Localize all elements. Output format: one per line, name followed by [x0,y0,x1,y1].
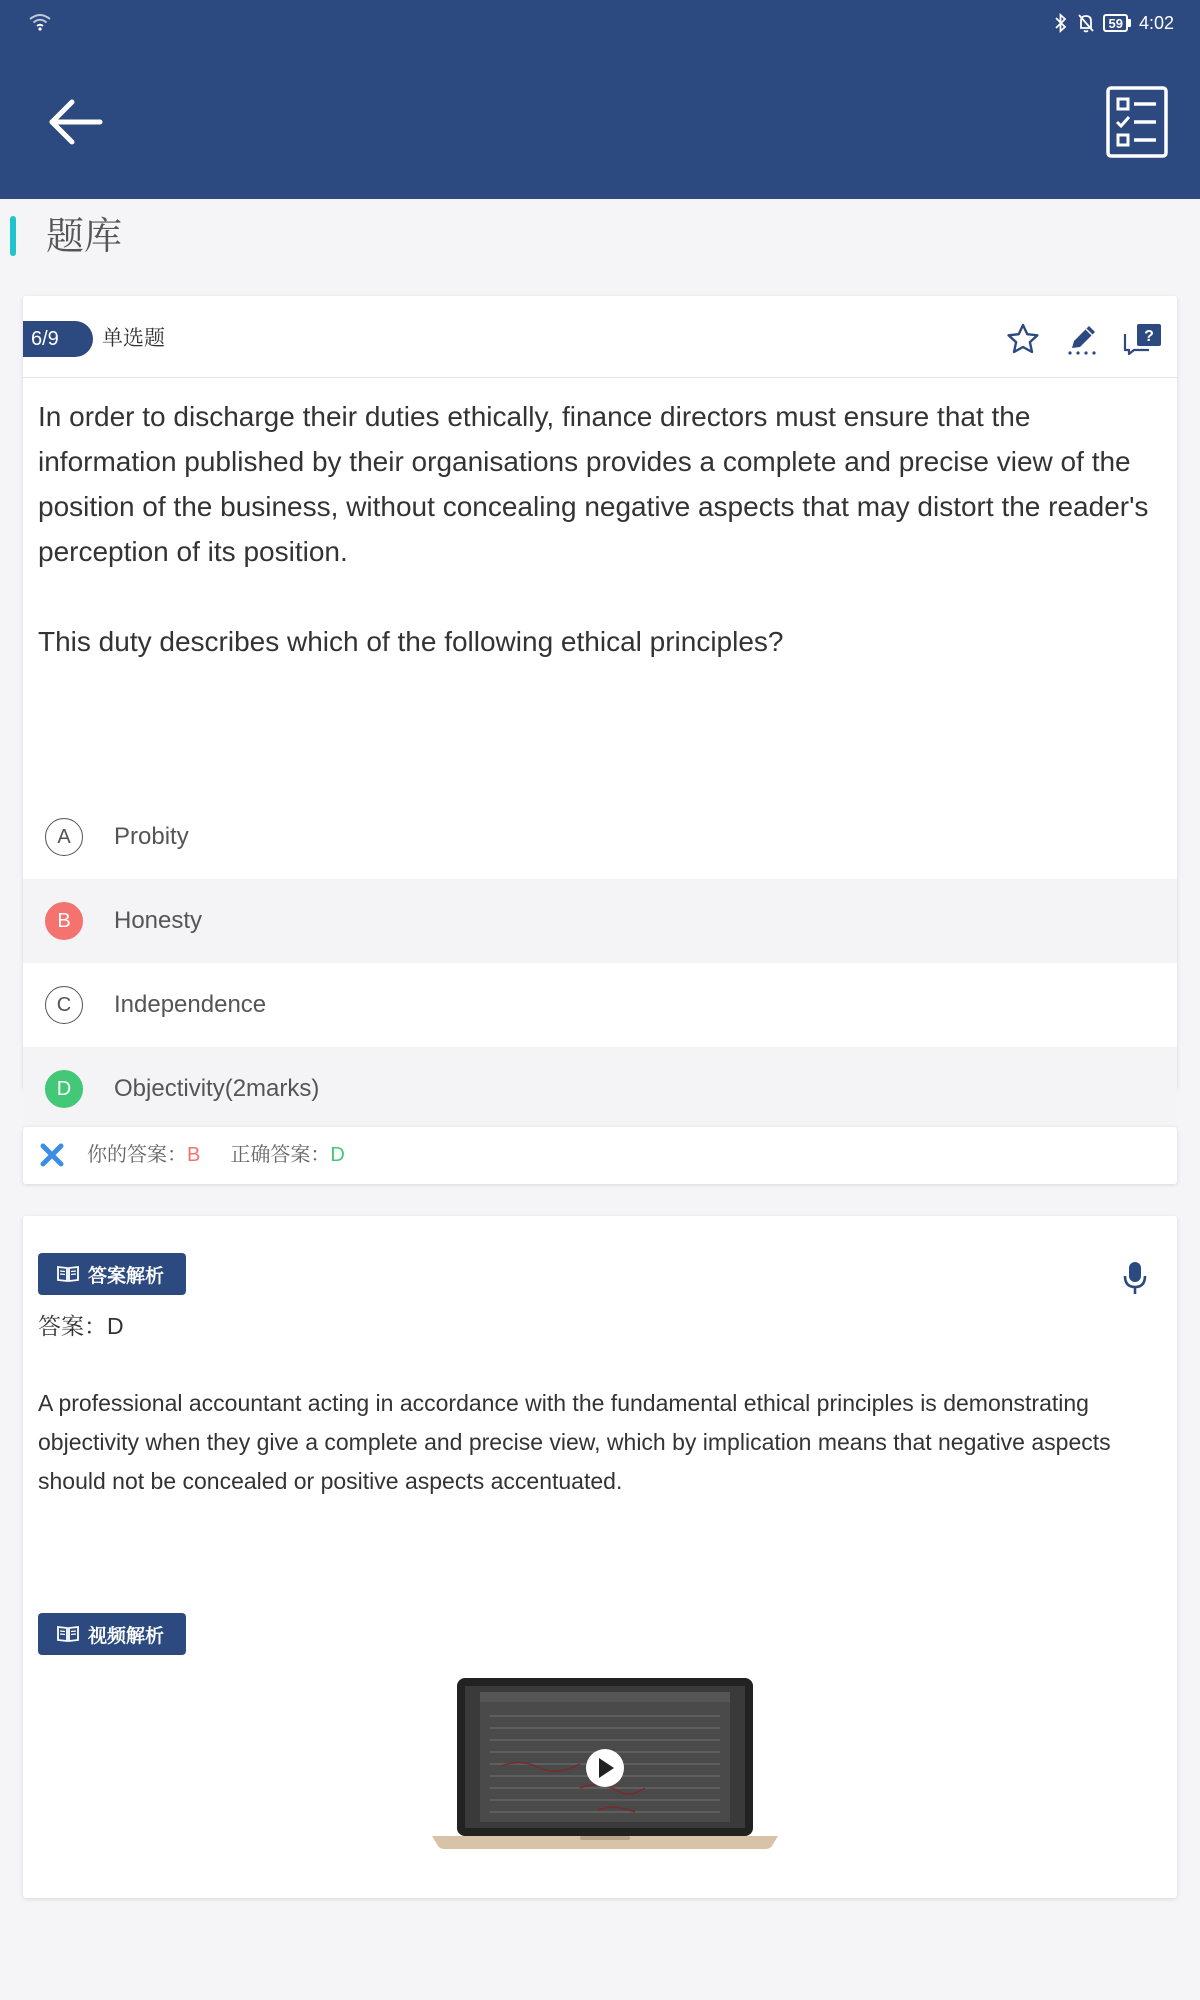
option-c[interactable] [23,963,1177,1047]
answer-analysis-label: 答案解析 [88,1265,165,1287]
svg-text:?: ? [1144,328,1154,345]
question-prompt: This duty describes which of the following ethical principles? [38,626,784,657]
status-time: 4:02 [1138,12,1174,33]
answer-sheet-icon[interactable] [1106,86,1168,158]
your-answer-label: 你的答案： [87,1144,187,1166]
battery-indicator [1103,14,1130,32]
question-chat-icon [1123,322,1163,356]
option-d[interactable] [23,1047,1177,1131]
option-a[interactable] [23,795,1177,879]
close-x-icon [39,1142,65,1168]
option-list [23,795,1177,1131]
status-indicators [1053,11,1174,35]
status-bar [0,0,1200,44]
option-label: Honesty [114,907,203,934]
back-arrow-icon[interactable] [44,92,108,152]
section-accent-bar [10,216,16,256]
option-label: Probity [114,823,189,850]
option-b[interactable] [23,879,1177,963]
star-icon [1006,323,1040,355]
question-actions [1003,320,1163,358]
open-book-icon [56,1625,80,1643]
answer-analysis-tag [38,1253,186,1295]
correct-answer-label: 正确答案： [230,1144,331,1166]
answer-summary [87,1127,345,1184]
answer-result-card [23,1127,1177,1184]
favorite-button[interactable] [1003,320,1043,358]
video-analysis-label: 视频解析 [88,1625,165,1647]
option-label: Objectivity(2marks) [114,1075,320,1102]
option-label: Independence [114,991,267,1018]
battery-level: 59 [1103,14,1127,32]
video-analysis-tag [38,1613,186,1655]
question-header [23,296,1177,378]
option-letter-wrong: B [45,902,83,940]
section-title: 题库 [46,216,123,258]
explanation-card [23,1216,1177,1898]
note-button[interactable] [1063,320,1103,358]
open-book-icon [56,1265,80,1283]
question-text [38,394,1168,664]
question-card [23,296,1177,1102]
option-letter: C [45,986,83,1024]
answer-text: 答案：D [38,1313,124,1339]
mute-bell-icon [1077,12,1095,34]
feedback-button[interactable] [1123,320,1163,358]
correct-answer-value: D [330,1144,345,1166]
app-bar [0,0,1200,199]
your-answer-value: B [187,1144,201,1166]
video-thumbnail[interactable] [430,1676,780,1851]
wifi-icon [28,12,52,32]
microphone-icon[interactable] [1121,1260,1149,1296]
option-letter: A [45,818,83,856]
bluetooth-icon [1053,12,1069,34]
pencil-icon [1066,322,1100,356]
explanation-text: A professional accountant acting in accordance with the fundamental ethical principles is demonstrating objectivity when they give a complete and precise view, which by implication means that negative aspects should not be concealed or positive aspects accentuated. [38,1390,1111,1494]
option-letter-correct: D [45,1070,83,1108]
question-progress: 6/9 [23,321,93,357]
question-type: 单选题 [102,327,165,350]
question-paragraph: In order to discharge their duties ethically, finance directors must ensure that the information published by their organisations provides a complete and precise view of the position of the business, without concealing negative aspects that may distort the reader's perception of its position. [38,401,1149,567]
